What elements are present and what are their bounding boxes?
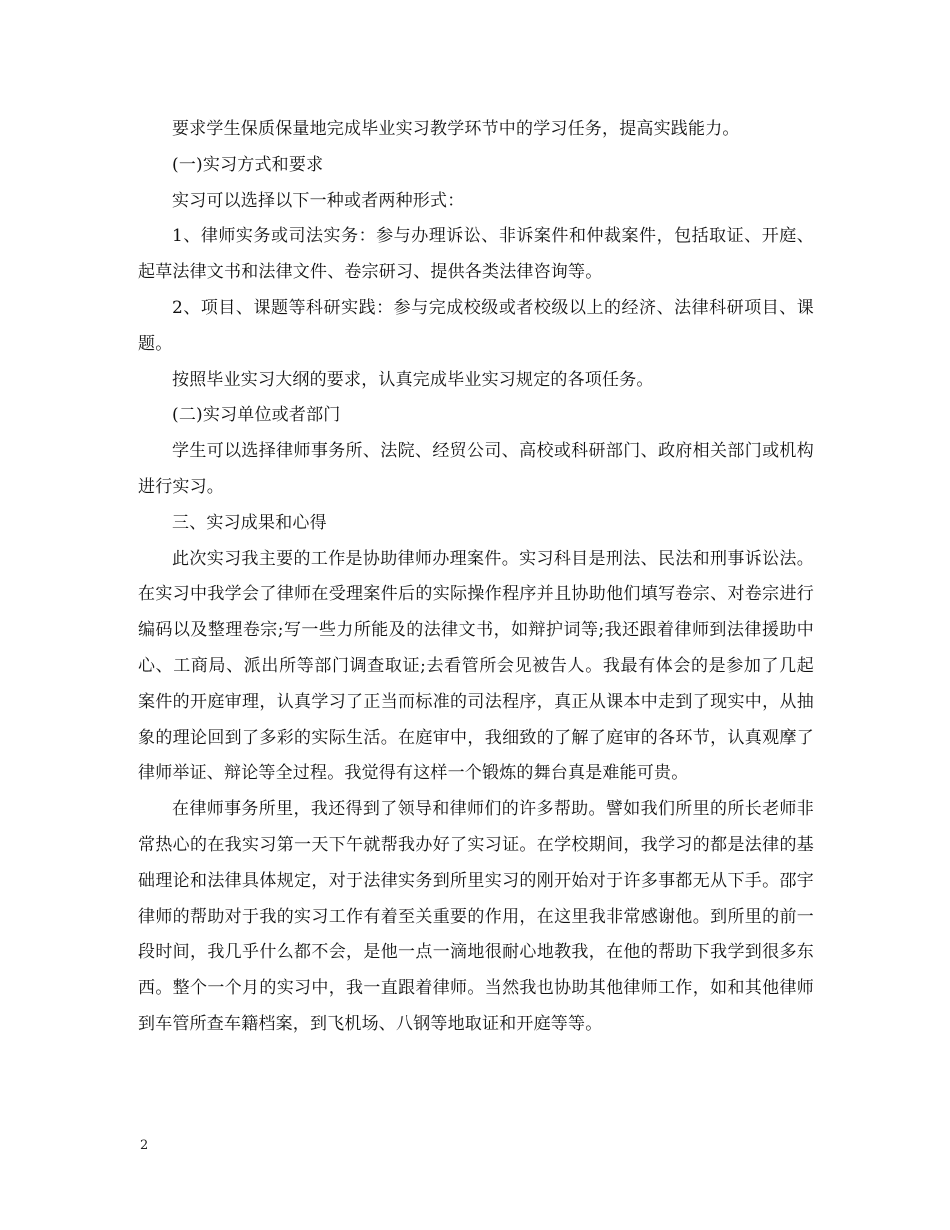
list-item: 1、律师实务或司法实务：参与办理诉讼、非诉案件和仲裁案件，包括取证、开庭、起草法律文书和法律文件、卷宗研习、提供各类法律咨询等。 [138,226,814,283]
paragraph: 实习可以选择以下一种或者两种形式： [172,190,465,211]
paragraph: 学生可以选择律师事务所、法院、经贸公司、高校或科研部门、政府相关部门或机构进行实习。 [138,441,814,497]
list-item: 2、项目、课题等科研实践：参与完成校级或者校级以上的经济、法律科研项目、课题。 [138,297,814,354]
section-heading: 三、实习成果和心得 [172,512,327,533]
paragraph: 按照毕业实习大纲的要求，认真完成毕业实习规定的各项任务。 [172,369,654,390]
paragraph: 在律师事务所里，我还得到了领导和律师们的许多帮助。譬如我们所里的所长老师非常热心的在我实习第一天下午就帮我办好了实习证。在学校期间，我学习的都是法律的基础理论和法律具体规定，对于法律实务到所里实习的刚开始对于许多事都无从下手。邵宇律师的帮助对于我的实习工作有着至关重要的作用，在这里我非常感谢他。到所里的前一段时间，我几乎什么都不会，是他一点一滴地很耐心地教我，在他的帮助下我学到很多东西。整个一个月的实习中，我一直跟着律师。当然我也协助其他律师工作，如和其他律师到车管所查车籍档案，到飞机场、八钢等地取证和开庭等等。 [138,799,814,1034]
document-body [138,112,814,1043]
paragraph: 要求学生保质保量地完成毕业实习教学环节中的学习任务，提高实践能力。 [172,119,740,139]
section-heading: (二)实习单位或者部门 [172,405,341,426]
paragraph: 此次实习我主要的工作是协助律师办理案件。实习科目是刑法、民法和刑事诉讼法。在实习中我学会了律师在受理案件后的实际操作程序并且协助他们填写卷宗、对卷宗进行编码以及整理卷宗;写一些力所能及的法律文书，如辩护词等;我还跟着律师到法律援助中心、工商局、派出所等部门调查取证;去看管所会见被告人。我最有体会的是参加了几起案件的开庭审理，认真学习了正当而标准的司法程序，真正从课本中走到了现实中，从抽象的理论回到了多彩的实际生活。在庭审中，我细致的了解了庭审的各环节，认真观摩了律师举证、辩论等全过程。我觉得有这样一个锻炼的舞台真是难能可贵。 [138,548,814,784]
section-heading: (一)实习方式和要求 [172,154,324,175]
page-number: 2 [140,1138,149,1153]
